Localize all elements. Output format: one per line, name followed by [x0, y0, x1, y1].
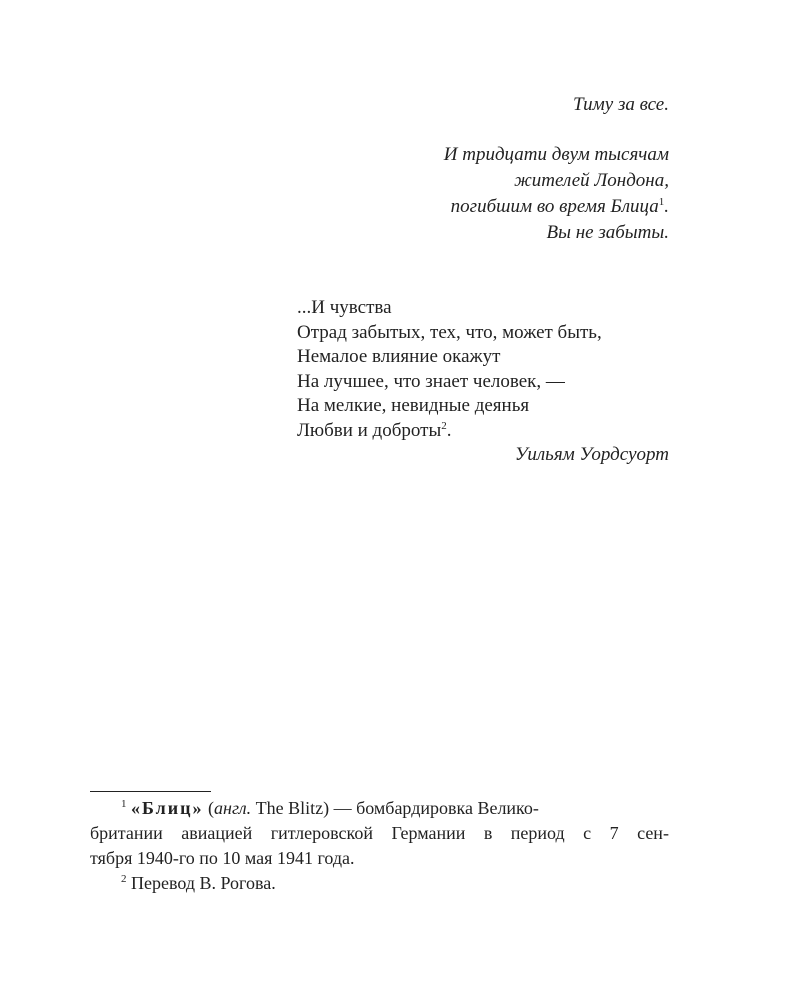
footnote-2	[90, 871, 669, 896]
dedication-line: И тридцати двум тысячам	[443, 144, 669, 165]
footnote-1-paren-close: )	[323, 798, 330, 818]
footnote-word: Германии	[391, 823, 466, 843]
footnote-1-original: The Blitz	[255, 798, 324, 818]
footnote-1-line-3: тября 1940-го по 10 мая 1941 года.	[90, 848, 355, 868]
footnote-2-mark: 2	[121, 873, 127, 885]
dedication-second	[444, 142, 669, 246]
footnote-ref-1: 1	[658, 196, 665, 208]
dedication-first	[573, 92, 669, 118]
epigraph-line: На мелкие, невидные деянья	[297, 395, 530, 416]
epigraph-punct: .	[446, 419, 452, 441]
footnotes	[90, 796, 669, 896]
footnote-1-paren-open: (	[208, 798, 215, 818]
footnote-1-definition: — бомбардировка Велико-	[333, 798, 539, 818]
epigraph-line: Немалое влияние окажут	[297, 346, 501, 367]
footnote-word: 7	[609, 823, 619, 843]
footnote-word: в	[483, 823, 493, 843]
epigraph-line: На лучшее, что знает человек, —	[297, 370, 565, 392]
footnote-1-abbr: англ.	[214, 798, 252, 818]
epigraph-author: Уильям Уордсуорт	[514, 444, 669, 465]
dedication-line: жителей Лондона,	[514, 170, 669, 191]
dedication-line: Тиму за все.	[573, 94, 669, 115]
dedication-punct: .	[664, 196, 669, 217]
footnote-word: с	[583, 823, 592, 843]
footnote-1-line-2	[90, 821, 669, 846]
footnote-word: гитлеровской	[270, 823, 373, 843]
footnote-ref-2: 2	[441, 419, 447, 432]
footnote-1-mark: 1	[121, 798, 127, 810]
epigraph-line: Отрад забытых, тех, что, может быть,	[297, 321, 602, 343]
footnote-word: сен-	[637, 823, 669, 843]
footnote-word: британии	[90, 823, 163, 843]
footnote-2-text: Перевод В. Рогова.	[131, 873, 276, 893]
epigraph-line	[297, 419, 669, 444]
footnote-1-term: «Блиц»	[131, 798, 204, 818]
dedication-text: погибшим во время Блица	[450, 196, 659, 217]
footnote-1-line-1	[90, 796, 669, 821]
footnote-word: авиацией	[181, 823, 253, 843]
footnote-word: период	[510, 823, 565, 843]
epigraph-text: Любви и доброты	[297, 419, 442, 441]
epigraph-line: ...И чувства	[297, 297, 392, 318]
dedication-line: Вы не забыты.	[546, 222, 669, 243]
footnote-separator	[90, 791, 211, 792]
dedication-line	[444, 194, 669, 220]
epigraph	[297, 296, 669, 468]
